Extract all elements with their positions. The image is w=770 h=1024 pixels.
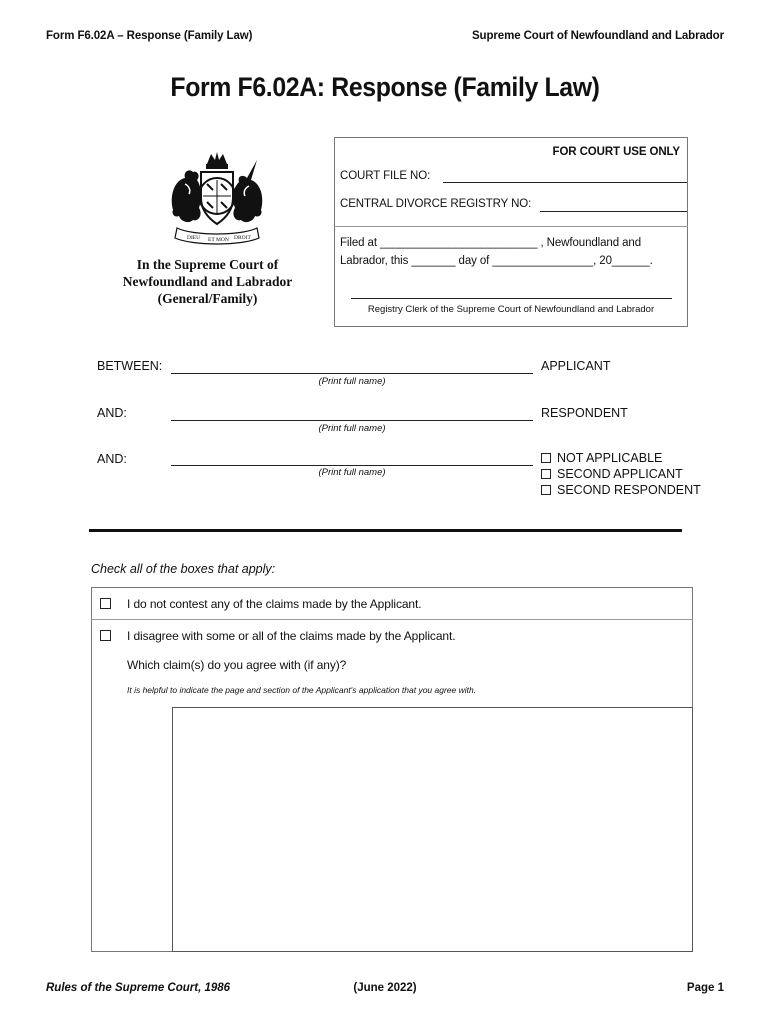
checkbox-icon[interactable] (541, 469, 551, 479)
agree-helper-text: It is helpful to indicate the page and section of the Applicant's application that you agree with. (127, 685, 477, 695)
applicant-name-field[interactable] (171, 373, 533, 374)
royal-coat-of-arms (163, 150, 271, 246)
option-not-applicable[interactable] (541, 451, 662, 465)
applicant-print-hint: (Print full name) (318, 376, 386, 387)
court-name-line3: (General/Family) (157, 291, 258, 306)
header-court-name: Supreme Court of Newfoundland and Labrador (471, 30, 724, 42)
option-second-respondent[interactable] (541, 483, 701, 497)
motto-mid: ET MON (208, 237, 229, 243)
motto-right: DROIT (234, 235, 251, 241)
court-file-no-label: COURT FILE NO: (340, 170, 431, 182)
do-not-contest-label: I do not contest any of the claims made by the Applicant. (127, 597, 422, 611)
option-not-applicable-label: NOT APPLICABLE (557, 451, 663, 465)
page-title: Form F6.02A: Response (Family Law) (170, 72, 600, 102)
and-label-2: AND: (97, 452, 127, 466)
applicant-role: APPLICANT (541, 359, 611, 373)
option-second-applicant-label: SECOND APPLICANT (557, 467, 683, 481)
option-second-respondent-label: SECOND RESPONDENT (557, 483, 701, 497)
court-name-line1: In the Supreme Court of (136, 257, 279, 272)
respondent-print-hint: (Print full name) (318, 423, 386, 434)
header-form-name: Form F6.02A – Response (Family Law) (46, 30, 253, 42)
filed-at-line: Filed at _________________________ , Newfoundland and (340, 237, 641, 249)
court-name-block (100, 256, 315, 307)
disagree-checkbox[interactable] (100, 630, 111, 641)
registry-clerk-label: Registry Clerk of the Supreme Court of Newfoundland and Labrador (367, 304, 655, 315)
court-use-heading: FOR COURT USE ONLY (552, 146, 680, 158)
court-box-divider (334, 226, 688, 227)
agree-question: Which claim(s) do you agree with (if any)? (127, 658, 347, 672)
option-second-applicant[interactable] (541, 467, 683, 481)
do-not-contest-checkbox[interactable] (100, 598, 111, 609)
disagree-label: I disagree with some or all of the claims made by the Applicant. (127, 629, 456, 643)
and-label-1: AND: (97, 406, 127, 420)
respondent-name-field[interactable] (171, 420, 533, 421)
third-party-name-field[interactable] (171, 465, 533, 466)
checkbox-icon[interactable] (541, 485, 551, 495)
filed-date-line: Labrador, this _______ day of ________________, 20______. (340, 255, 653, 267)
check-all-instruction: Check all of the boxes that apply: (91, 562, 276, 576)
footer-date: (June 2022) (353, 982, 417, 994)
agreed-claims-textarea[interactable] (172, 707, 693, 952)
between-label: BETWEEN: (97, 359, 163, 373)
claims-row-divider (91, 619, 693, 620)
court-file-no-field[interactable] (443, 182, 687, 183)
footer-rules: Rules of the Supreme Court, 1986 (46, 982, 231, 994)
registry-no-field[interactable] (540, 211, 687, 212)
clerk-signature-line[interactable] (351, 298, 672, 299)
footer-page-number: Page 1 (686, 982, 724, 994)
section-divider (89, 529, 682, 532)
coat-of-arms-icon (163, 150, 271, 246)
court-name-line2: Newfoundland and Labrador (122, 274, 293, 289)
respondent-role: RESPONDENT (541, 406, 628, 420)
registry-no-label: CENTRAL DIVORCE REGISTRY NO: (340, 198, 532, 210)
checkbox-icon[interactable] (541, 453, 551, 463)
third-party-print-hint: (Print full name) (318, 467, 386, 478)
motto-left: DIEU (187, 235, 201, 241)
